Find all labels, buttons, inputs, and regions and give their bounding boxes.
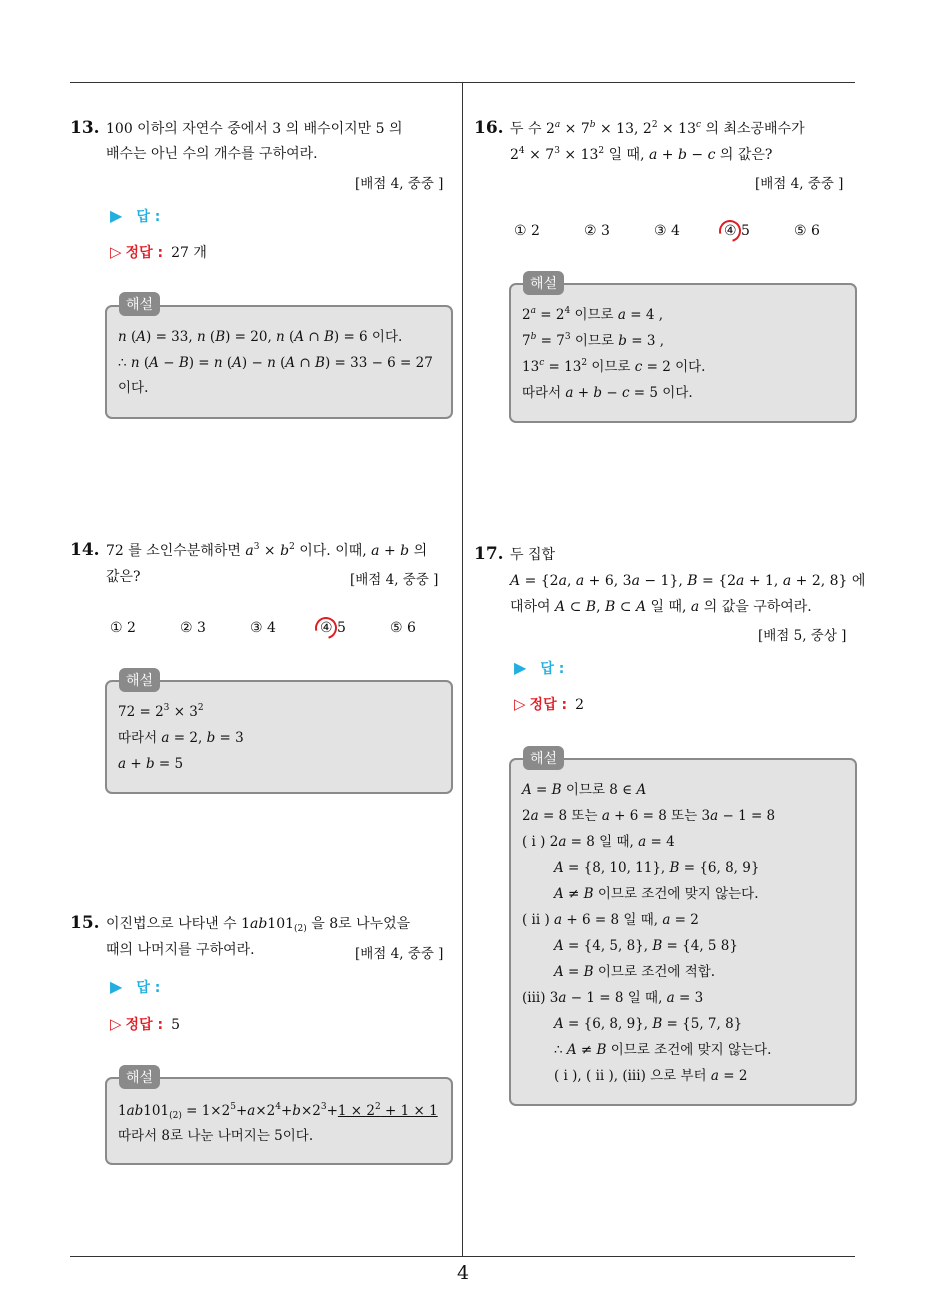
correct-value: 5 xyxy=(171,1017,180,1033)
solution-line: (iii) 3a − 1 = 8 일 때, a = 3 xyxy=(522,990,704,1006)
answer-row[interactable] xyxy=(110,977,160,997)
outline-triangle-icon: ▷ xyxy=(110,1015,122,1033)
solution-line: A = {4, 5, 8}, B = {4, 5 8} xyxy=(554,938,738,954)
solution-tag: 해설 xyxy=(119,1065,160,1089)
solution-line: a + b = 5 xyxy=(118,756,184,772)
solution-line: A = {8, 10, 11}, B = {6, 8, 9} xyxy=(554,860,760,876)
correct-value: 2 xyxy=(575,697,584,713)
answer-row[interactable] xyxy=(110,206,160,226)
answer-row[interactable] xyxy=(514,658,564,678)
question-number: 15. xyxy=(70,913,100,933)
solution-line: 이다. xyxy=(118,380,149,396)
solution-line: n (A) = 33, n (B) = 20, n (A ∩ B) = 6 이다. xyxy=(118,329,403,345)
solution-line: $2^a = 2^4$ 이므로 a = 4 , xyxy=(522,306,664,323)
question-number: 14. xyxy=(70,540,100,560)
question-text: 이진법으로 나타낸 수 $1ab101_{(2)}$ 을 8로 나누었을 xyxy=(106,916,411,934)
solution-line: $7^b = 7^3$ 이므로 b = 3 , xyxy=(522,332,665,349)
solution-tag: 해설 xyxy=(523,746,564,770)
question-number: 16. xyxy=(474,118,504,138)
solution-line: $72 = 2^3 \times 3^2$ xyxy=(118,703,204,720)
question-text: 대하여 A ⊂ B, B ⊂ A 일 때, a 의 값을 구하여라. xyxy=(510,599,812,615)
solution-box xyxy=(105,1077,453,1165)
selected-circle-icon xyxy=(311,613,341,643)
score-level: [배점 4, 중중 ] xyxy=(350,572,439,588)
correct-label: 정답 : xyxy=(125,245,164,261)
solution-line: 따라서 a + b − c = 5 이다. xyxy=(522,385,693,401)
solution-line: 따라서 a = 2, b = 3 xyxy=(118,730,244,746)
score-level: [배점 4, 중중 ] xyxy=(355,946,444,962)
correct-answer-row xyxy=(110,242,207,262)
solution-line: $1ab101_{(2)} = 1\times 2^5+a\times 2^4+b\times 2^3+1 \times 2^2 + 1 \times 1$ xyxy=(118,1102,438,1121)
choice-1[interactable]: ① 2 xyxy=(110,620,136,636)
solution-box xyxy=(105,305,453,419)
question-text: 100 이하의 자연수 중에서 3 의 배수이지만 5 의 xyxy=(106,121,403,137)
choice-3[interactable]: ③ 4 xyxy=(654,223,680,239)
answer-label: 답 : xyxy=(540,661,565,677)
outline-triangle-icon: ▷ xyxy=(514,695,526,713)
solution-line: 따라서 8로 나눈 나머지는 5이다. xyxy=(118,1128,314,1144)
solution-box xyxy=(509,283,857,423)
play-icon: ▶ xyxy=(110,206,123,225)
choice-2[interactable]: ② 3 xyxy=(584,223,610,239)
question-text: 두 수 $2^a \times 7^b \times 13$, $2^2 \times 13^c$ 의 최소공배수가 xyxy=(510,120,805,137)
correct-label: 정답 : xyxy=(125,1017,164,1033)
solution-line: ( i ) 2a = 8 일 때, a = 4 xyxy=(522,834,675,850)
choice-1[interactable]: ① 2 xyxy=(514,223,540,239)
bottom-rule xyxy=(70,1256,855,1257)
choice-4-selected[interactable]: ④ 5 xyxy=(724,223,750,239)
column-divider xyxy=(462,83,463,1257)
choice-5[interactable]: ⑤ 6 xyxy=(794,223,820,239)
answer-label: 답 : xyxy=(136,980,161,996)
play-icon: ▶ xyxy=(110,977,123,996)
solution-line: A ≠ B 이므로 조건에 맞지 않는다. xyxy=(554,886,759,902)
choice-3[interactable]: ③ 4 xyxy=(250,620,276,636)
question-number: 17. xyxy=(474,544,504,564)
solution-line: $13^c = 13^2$ 이므로 c = 2 이다. xyxy=(522,358,706,375)
question-text: $2^4 \times 7^3 \times 13^2$ 일 때, a + b − c 의 값은? xyxy=(510,146,773,163)
question-number: 13. xyxy=(70,118,100,138)
solution-tag: 해설 xyxy=(119,668,160,692)
solution-box xyxy=(509,758,857,1106)
solution-line: 2a = 8 또는 a + 6 = 8 또는 3a − 1 = 8 xyxy=(522,808,776,824)
answer-label: 답 : xyxy=(136,209,161,225)
score-level: [배점 4, 중중 ] xyxy=(355,176,444,192)
solution-line: ( i ), ( ii ), (iii) 으로 부터 a = 2 xyxy=(554,1068,748,1084)
solution-box xyxy=(105,680,453,794)
choice-5[interactable]: ⑤ 6 xyxy=(390,620,416,636)
solution-line: A = B 이므로 조건에 적합. xyxy=(554,964,716,980)
question-text: 두 집합 xyxy=(510,547,556,563)
correct-value: 27 개 xyxy=(171,245,207,261)
choice-4-selected[interactable]: ④ 5 xyxy=(320,620,346,636)
correct-answer-row xyxy=(110,1014,180,1034)
question-text: 배수는 아닌 수의 개수를 구하여라. xyxy=(106,146,318,162)
score-level: [배점 4, 중중 ] xyxy=(755,176,844,192)
choice-2[interactable]: ② 3 xyxy=(180,620,206,636)
question-text: A = {2a, a + 6, 3a − 1}, B = {2a + 1, a + 2, 8} 에 xyxy=(510,573,866,589)
correct-answer-row xyxy=(514,694,584,714)
solution-line: A = {6, 8, 9}, B = {5, 7, 8} xyxy=(554,1016,743,1032)
question-text: 72 를 소인수분해하면 $a^3 \times b^2$ 이다. 이때, a + b 의 xyxy=(106,542,428,559)
question-text: 때의 나머지를 구하여라. xyxy=(106,942,255,958)
selected-circle-icon xyxy=(715,216,745,246)
outline-triangle-icon: ▷ xyxy=(110,243,122,261)
solution-tag: 해설 xyxy=(523,271,564,295)
solution-tag: 해설 xyxy=(119,292,160,316)
correct-label: 정답 : xyxy=(529,697,568,713)
solution-line: ∴ A ≠ B 이므로 조건에 맞지 않는다. xyxy=(554,1042,772,1058)
question-text: 값은? xyxy=(106,569,141,585)
solution-line: ( ii ) a + 6 = 8 일 때, a = 2 xyxy=(522,912,699,928)
play-icon: ▶ xyxy=(514,658,527,677)
page-number: 4 xyxy=(456,1262,470,1284)
solution-line: A = B 이므로 8 ∈ A xyxy=(522,782,647,798)
score-level: [배점 5, 중상 ] xyxy=(758,628,847,644)
solution-line: ∴ n (A − B) = n (A) − n (A ∩ B) = 33 − 6 = 27 xyxy=(118,355,433,371)
